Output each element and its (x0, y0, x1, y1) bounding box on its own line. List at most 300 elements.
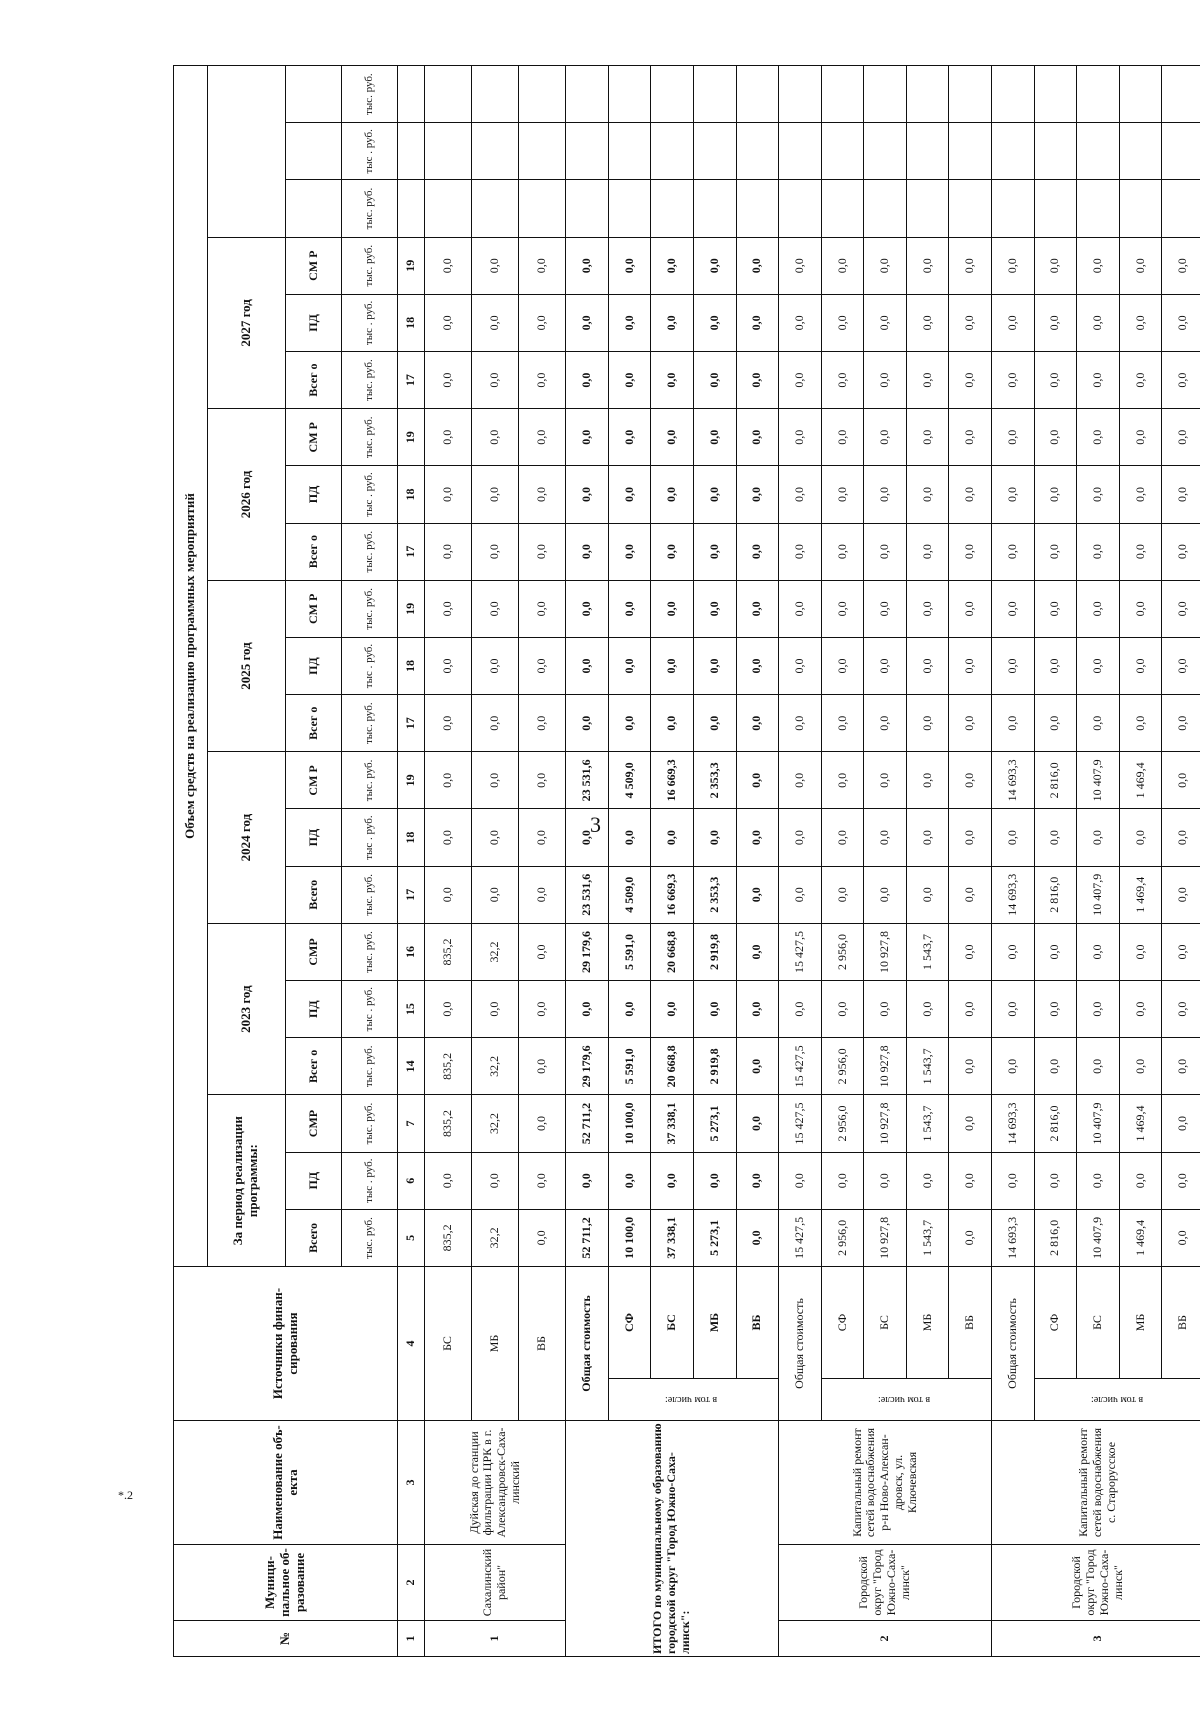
value-cell: 0,0 (425, 352, 472, 409)
value-cell: 0,0 (736, 1152, 779, 1209)
header-num: № (174, 1621, 398, 1657)
value-cell: 0,0 (991, 981, 1034, 1038)
value-cell (1119, 180, 1162, 237)
value-cell: 0,0 (1119, 523, 1162, 580)
value-cell: 0,0 (779, 752, 822, 809)
table-row (425, 66, 472, 1657)
value-cell: 0,0 (949, 1038, 992, 1095)
header-spacer-sub (286, 180, 342, 237)
value-cell (693, 180, 736, 237)
value-cell: 0,0 (425, 981, 472, 1038)
col-number: 19 (398, 580, 425, 637)
value-cell: 0,0 (821, 352, 864, 409)
value-cell (566, 123, 609, 180)
header-year-sub: ПД (286, 466, 342, 523)
value-cell: 0,0 (651, 352, 694, 409)
value-cell: 0,0 (864, 695, 907, 752)
value-cell: 0,0 (864, 866, 907, 923)
value-cell: 0,0 (1077, 466, 1120, 523)
value-cell: 0,0 (779, 637, 822, 694)
value-cell: 0,0 (779, 981, 822, 1038)
value-cell: 0,0 (693, 466, 736, 523)
value-cell: 0,0 (519, 1038, 566, 1095)
value-cell: 0,0 (519, 981, 566, 1038)
value-cell (1119, 123, 1162, 180)
value-cell: 0,0 (1034, 695, 1077, 752)
value-cell: 835,2 (425, 923, 472, 980)
value-cell: 0,0 (651, 466, 694, 523)
value-cell: 0,0 (864, 637, 907, 694)
col-number: 19 (398, 237, 425, 294)
incl-text: в том числе: (878, 1394, 931, 1406)
value-cell: 0,0 (1077, 695, 1120, 752)
header-source: Источники финан-сирования (174, 1267, 398, 1421)
value-cell: 37 338,1 (651, 1095, 694, 1152)
value-cell: 16 669,3 (651, 866, 694, 923)
value-cell: 10 407,9 (1077, 866, 1120, 923)
value-cell: 0,0 (1119, 466, 1162, 523)
value-cell: 0,0 (949, 466, 992, 523)
municipality: Сахалинский район" (425, 1545, 566, 1621)
value-cell: 0,0 (736, 695, 779, 752)
value-cell: 2 919,8 (693, 923, 736, 980)
value-cell (779, 123, 822, 180)
value-cell: 0,0 (864, 409, 907, 466)
header-unit: тыс. руб. (342, 1095, 398, 1152)
col-number: 6 (398, 1152, 425, 1209)
value-cell: 0,0 (991, 352, 1034, 409)
value-cell (779, 66, 822, 123)
header-year-sub: Всего (286, 866, 342, 923)
col-number: 17 (398, 352, 425, 409)
value-cell: 20 668,8 (651, 1038, 694, 1095)
source-total: Общая стоимость (779, 1267, 822, 1421)
header-volume: Объем средств на реализацию программных мероприятий (174, 66, 208, 1267)
value-cell: 0,0 (949, 352, 992, 409)
object-name: Дуйская до станции фильтрации ЦРК в г. Александровск-Саха-линский (425, 1421, 566, 1545)
value-cell: 835,2 (425, 1095, 472, 1152)
value-cell: 0,0 (1077, 923, 1120, 980)
value-cell: 0,0 (1119, 294, 1162, 351)
page-number: 3 (590, 812, 601, 837)
value-cell: 0,0 (906, 637, 949, 694)
value-cell: 0,0 (1034, 1152, 1077, 1209)
value-cell: 0,0 (906, 981, 949, 1038)
value-cell (991, 66, 1034, 123)
value-cell: 14 693,3 (991, 1209, 1034, 1266)
value-cell: 0,0 (566, 466, 609, 523)
incl-text: в том числе: (665, 1394, 718, 1406)
value-cell: 0,0 (906, 695, 949, 752)
col-number: 1 (398, 1621, 425, 1657)
value-cell: 0,0 (693, 637, 736, 694)
header-period-sub: Всего (286, 1209, 342, 1266)
value-cell: 0,0 (472, 695, 519, 752)
col-number: 14 (398, 1038, 425, 1095)
value-cell: 0,0 (425, 523, 472, 580)
value-cell: 1 469,4 (1119, 1209, 1162, 1266)
value-cell: 0,0 (566, 294, 609, 351)
value-cell: 0,0 (566, 409, 609, 466)
value-cell: 0,0 (519, 466, 566, 523)
value-cell: 0,0 (472, 1152, 519, 1209)
header-year-sub: СМ Р (286, 580, 342, 637)
value-cell: 0,0 (991, 523, 1034, 580)
value-cell: 0,0 (608, 352, 651, 409)
value-cell (864, 123, 907, 180)
value-cell (693, 66, 736, 123)
value-cell: 0,0 (949, 637, 992, 694)
col-number: 19 (398, 409, 425, 466)
value-cell: 0,0 (864, 466, 907, 523)
value-cell: 0,0 (821, 1152, 864, 1209)
value-cell: 2 956,0 (821, 1209, 864, 1266)
col-number: 15 (398, 981, 425, 1038)
value-cell: 0,0 (1077, 409, 1120, 466)
value-cell: 0,0 (425, 695, 472, 752)
value-cell: 0,0 (651, 294, 694, 351)
value-cell: 0,0 (906, 523, 949, 580)
value-cell (1119, 66, 1162, 123)
value-cell: 0,0 (949, 523, 992, 580)
value-cell: 0,0 (736, 637, 779, 694)
value-cell: 1 543,7 (906, 1209, 949, 1266)
value-cell: 10 100,0 (608, 1095, 651, 1152)
value-cell (425, 180, 472, 237)
value-cell: 1 543,7 (906, 1095, 949, 1152)
value-cell: 32,2 (472, 1038, 519, 1095)
value-cell: 0,0 (864, 294, 907, 351)
value-cell: 0,0 (1162, 695, 1200, 752)
value-cell: 23 531,6 (566, 752, 609, 809)
value-cell: 0,0 (906, 237, 949, 294)
header-year-sub: ПД (286, 294, 342, 351)
header-year-2026: 2026 год (207, 409, 285, 581)
value-cell: 0,0 (991, 1038, 1034, 1095)
value-cell: 0,0 (949, 580, 992, 637)
value-cell: 0,0 (425, 237, 472, 294)
value-cell: 0,0 (821, 752, 864, 809)
value-cell: 0,0 (991, 1152, 1034, 1209)
col-number: 18 (398, 809, 425, 866)
header-unit: тыс. руб. (342, 523, 398, 580)
value-cell: 0,0 (821, 294, 864, 351)
value-cell: 0,0 (779, 352, 822, 409)
value-cell (519, 180, 566, 237)
value-cell: 0,0 (566, 981, 609, 1038)
source-label: ВБ (1162, 1267, 1200, 1379)
value-cell (1077, 123, 1120, 180)
table-body (174, 66, 1200, 1657)
value-cell: 0,0 (608, 523, 651, 580)
value-cell: 0,0 (949, 923, 992, 980)
value-cell: 0,0 (472, 580, 519, 637)
value-cell: 0,0 (519, 237, 566, 294)
value-cell (472, 180, 519, 237)
table-row (566, 66, 609, 1657)
value-cell (608, 180, 651, 237)
value-cell: 0,0 (1162, 1152, 1200, 1209)
value-cell: 0,0 (1034, 637, 1077, 694)
value-cell: 0,0 (519, 580, 566, 637)
header-unit: тыс. руб. (342, 66, 398, 123)
header-year-sub: Всег о (286, 352, 342, 409)
incl-label (821, 1379, 991, 1421)
value-cell: 0,0 (651, 1152, 694, 1209)
value-cell (651, 123, 694, 180)
value-cell: 0,0 (1077, 294, 1120, 351)
value-cell: 0,0 (779, 866, 822, 923)
value-cell: 0,0 (736, 237, 779, 294)
value-cell: 0,0 (736, 523, 779, 580)
table-row (472, 66, 519, 1657)
value-cell (425, 123, 472, 180)
value-cell: 0,0 (1119, 923, 1162, 980)
value-cell: 0,0 (736, 866, 779, 923)
source-label: ВБ (736, 1267, 779, 1379)
value-cell: 0,0 (736, 580, 779, 637)
value-cell: 0,0 (864, 237, 907, 294)
municipality: Городской округ "Город Южно-Саха-линск" (991, 1545, 1200, 1621)
rotated-budget-table (173, 65, 1200, 1657)
col-number: 2 (398, 1545, 425, 1621)
header-unit: тыс . руб. (342, 809, 398, 866)
value-cell: 0,0 (821, 466, 864, 523)
value-cell: 0,0 (1034, 237, 1077, 294)
value-cell: 0,0 (693, 409, 736, 466)
value-cell: 0,0 (736, 981, 779, 1038)
value-cell (779, 180, 822, 237)
value-cell: 0,0 (1034, 352, 1077, 409)
value-cell: 0,0 (864, 523, 907, 580)
value-cell: 0,0 (519, 695, 566, 752)
value-cell: 0,0 (1162, 409, 1200, 466)
header-unit: тыс. руб. (342, 866, 398, 923)
value-cell: 0,0 (693, 294, 736, 351)
source-label: МБ (472, 1267, 519, 1421)
header-unit: тыс. руб. (342, 180, 398, 237)
header-year-2025: 2025 год (207, 580, 285, 752)
source-label: МБ (693, 1267, 736, 1379)
value-cell: 14 693,3 (991, 1095, 1034, 1152)
value-cell: 0,0 (519, 352, 566, 409)
table-row (608, 66, 651, 1657)
value-cell (906, 66, 949, 123)
value-cell: 0,0 (425, 466, 472, 523)
value-cell: 0,0 (472, 294, 519, 351)
value-cell: 0,0 (651, 637, 694, 694)
value-cell: 0,0 (736, 1095, 779, 1152)
header-unit: тыс . руб. (342, 637, 398, 694)
header-year-2027: 2027 год (207, 237, 285, 409)
header-year-sub: СМ Р (286, 752, 342, 809)
header-year-sub: Всег о (286, 695, 342, 752)
col-number (398, 66, 425, 123)
source-label: МБ (1119, 1267, 1162, 1379)
value-cell: 15 427,5 (779, 923, 822, 980)
value-cell: 0,0 (693, 981, 736, 1038)
col-number: 7 (398, 1095, 425, 1152)
value-cell: 0,0 (736, 809, 779, 866)
value-cell: 0,0 (566, 695, 609, 752)
incl-label (608, 1379, 778, 1421)
value-cell: 0,0 (651, 580, 694, 637)
value-cell: 0,0 (519, 294, 566, 351)
value-cell: 10 927,8 (864, 1038, 907, 1095)
value-cell: 0,0 (1162, 352, 1200, 409)
col-number: 19 (398, 752, 425, 809)
value-cell: 0,0 (1077, 1152, 1120, 1209)
value-cell: 0,0 (779, 809, 822, 866)
value-cell: 0,0 (1119, 1038, 1162, 1095)
source-label: БС (1077, 1267, 1120, 1379)
value-cell: 0,0 (779, 580, 822, 637)
value-cell (949, 123, 992, 180)
source-label: ВБ (519, 1267, 566, 1421)
value-cell: 0,0 (1119, 695, 1162, 752)
header-unit: тыс. руб. (342, 237, 398, 294)
value-cell (566, 180, 609, 237)
source-label: МБ (906, 1267, 949, 1379)
value-cell: 0,0 (821, 981, 864, 1038)
value-cell: 2 956,0 (821, 923, 864, 980)
value-cell: 0,0 (949, 752, 992, 809)
value-cell (821, 180, 864, 237)
col-number: 3 (398, 1421, 425, 1545)
value-cell: 2 816,0 (1034, 866, 1077, 923)
header-unit: тыс. руб. (342, 352, 398, 409)
value-cell (1077, 66, 1120, 123)
value-cell: 0,0 (519, 1152, 566, 1209)
value-cell: 0,0 (779, 466, 822, 523)
value-cell: 0,0 (651, 523, 694, 580)
header-unit: тыс . руб. (342, 1152, 398, 1209)
value-cell: 0,0 (693, 352, 736, 409)
value-cell: 0,0 (1162, 294, 1200, 351)
value-cell: 0,0 (1162, 923, 1200, 980)
value-cell (906, 180, 949, 237)
value-cell: 0,0 (736, 466, 779, 523)
value-cell (906, 123, 949, 180)
value-cell (864, 180, 907, 237)
value-cell: 0,0 (472, 637, 519, 694)
col-number: 18 (398, 637, 425, 694)
col-number: 17 (398, 866, 425, 923)
value-cell: 0,0 (821, 409, 864, 466)
value-cell: 0,0 (991, 637, 1034, 694)
side-mark: *.2 (118, 1488, 133, 1502)
value-cell (949, 180, 992, 237)
value-cell: 0,0 (1162, 237, 1200, 294)
value-cell: 0,0 (864, 352, 907, 409)
header-year-2023: 2023 год (207, 923, 285, 1095)
col-number: 17 (398, 695, 425, 752)
value-cell: 0,0 (779, 695, 822, 752)
value-cell: 0,0 (949, 809, 992, 866)
value-cell: 0,0 (1119, 809, 1162, 866)
value-cell: 0,0 (472, 752, 519, 809)
value-cell: 0,0 (608, 637, 651, 694)
value-cell: 0,0 (991, 466, 1034, 523)
object-name: Капитальный ремонт сетей водоснабжения с. Старорусское (991, 1421, 1200, 1545)
value-cell (991, 180, 1034, 237)
value-cell: 0,0 (1162, 866, 1200, 923)
value-cell: 0,0 (566, 580, 609, 637)
value-cell: 0,0 (821, 523, 864, 580)
value-cell: 0,0 (736, 923, 779, 980)
table-row (1034, 66, 1077, 1657)
value-cell: 0,0 (1077, 580, 1120, 637)
value-cell: 0,0 (906, 866, 949, 923)
value-cell: 0,0 (651, 981, 694, 1038)
col-number: 17 (398, 523, 425, 580)
value-cell (519, 66, 566, 123)
value-cell: 32,2 (472, 1095, 519, 1152)
source-label: СФ (1034, 1267, 1077, 1379)
value-cell (1162, 123, 1200, 180)
value-cell: 0,0 (736, 294, 779, 351)
table-row (519, 66, 566, 1657)
value-cell (519, 123, 566, 180)
value-cell (864, 66, 907, 123)
value-cell (1077, 180, 1120, 237)
value-cell: 0,0 (651, 695, 694, 752)
col-number: 18 (398, 466, 425, 523)
value-cell: 0,0 (864, 809, 907, 866)
value-cell: 0,0 (821, 695, 864, 752)
table-row (779, 66, 822, 1657)
value-cell: 0,0 (1034, 466, 1077, 523)
value-cell (651, 180, 694, 237)
value-cell: 0,0 (991, 237, 1034, 294)
value-cell: 0,0 (779, 1152, 822, 1209)
value-cell: 0,0 (1077, 523, 1120, 580)
value-cell: 32,2 (472, 1209, 519, 1266)
value-cell: 0,0 (566, 237, 609, 294)
value-cell: 0,0 (1034, 523, 1077, 580)
col-number: 5 (398, 1209, 425, 1266)
value-cell: 5 591,0 (608, 1038, 651, 1095)
value-cell (1162, 180, 1200, 237)
value-cell (736, 180, 779, 237)
value-cell: 2 956,0 (821, 1095, 864, 1152)
value-cell: 0,0 (1119, 981, 1162, 1038)
value-cell: 0,0 (821, 237, 864, 294)
value-cell: 0,0 (1034, 923, 1077, 980)
value-cell: 0,0 (991, 294, 1034, 351)
value-cell: 0,0 (736, 352, 779, 409)
row-number: 1 (425, 1621, 566, 1657)
value-cell: 5 273,1 (693, 1095, 736, 1152)
value-cell: 10 407,9 (1077, 1209, 1120, 1266)
value-cell: 0,0 (949, 409, 992, 466)
value-cell: 0,0 (736, 409, 779, 466)
value-cell: 0,0 (608, 237, 651, 294)
value-cell: 0,0 (821, 866, 864, 923)
row-number: 2 (779, 1621, 992, 1657)
table-row (821, 66, 864, 1657)
value-cell: 0,0 (608, 695, 651, 752)
value-cell: 0,0 (906, 466, 949, 523)
header-spacer-sub (286, 123, 342, 180)
value-cell: 0,0 (425, 409, 472, 466)
incl-label (1034, 1379, 1200, 1421)
value-cell: 5 273,1 (693, 1209, 736, 1266)
value-cell: 0,0 (864, 981, 907, 1038)
value-cell: 0,0 (1119, 1152, 1162, 1209)
value-cell: 0,0 (1034, 1038, 1077, 1095)
source-total: Общая стоимость (991, 1267, 1034, 1421)
